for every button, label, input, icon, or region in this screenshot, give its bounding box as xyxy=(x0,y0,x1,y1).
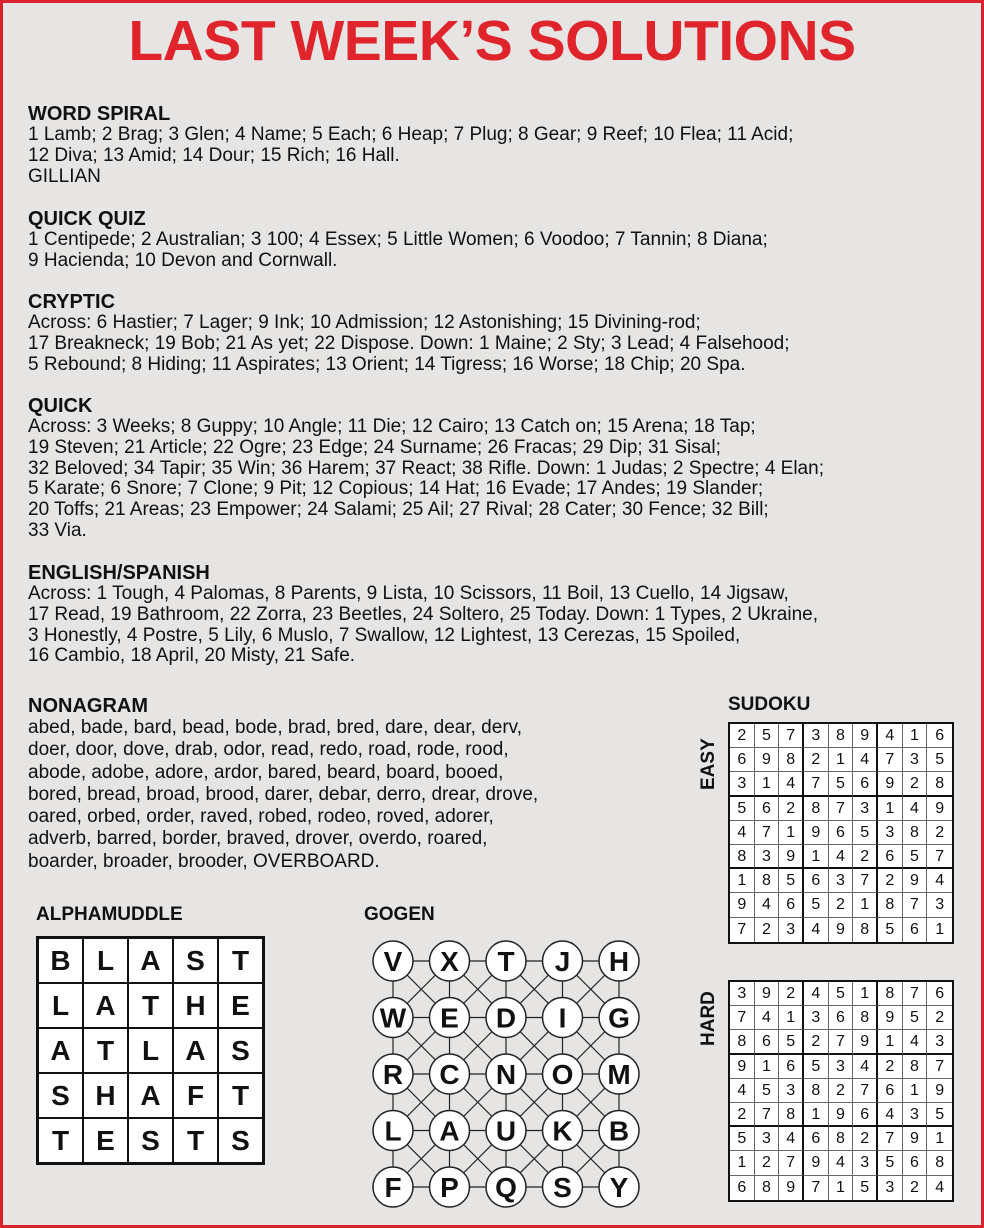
sudoku-cell: 3 xyxy=(903,1103,928,1127)
sudoku-cell: 3 xyxy=(755,845,780,869)
sudoku-cell: 2 xyxy=(878,869,903,893)
alphamuddle-cell: L xyxy=(38,983,83,1028)
sudoku-cell: 8 xyxy=(878,893,903,917)
alphamuddle-cell: S xyxy=(128,1118,173,1163)
sudoku-cell: 7 xyxy=(779,724,804,748)
sudoku-cell: 2 xyxy=(755,1151,780,1175)
sudoku-cell: 8 xyxy=(804,797,829,821)
gogen-letter: N xyxy=(495,1059,517,1090)
section-heading: QUICK QUIZ xyxy=(28,208,146,230)
sudoku-cell: 1 xyxy=(755,772,780,796)
sudoku-cell: 9 xyxy=(853,724,878,748)
gogen-letter: X xyxy=(440,946,459,977)
sudoku-cell: 8 xyxy=(755,869,780,893)
sudoku-cell: 8 xyxy=(755,1176,780,1200)
sudoku-cell: 8 xyxy=(853,1006,878,1030)
sudoku-cell: 7 xyxy=(903,982,928,1006)
gogen-letter: T xyxy=(497,946,515,977)
sudoku-cell: 3 xyxy=(853,797,878,821)
gogen-letter: S xyxy=(553,1172,572,1203)
sudoku-cell: 7 xyxy=(829,1030,854,1054)
section-heading: NONAGRAM xyxy=(28,695,148,717)
alphamuddle-cell: T xyxy=(128,983,173,1028)
sudoku-cell: 6 xyxy=(927,982,952,1006)
sudoku-cell: 6 xyxy=(755,1030,780,1054)
sudoku-cell: 4 xyxy=(779,1127,804,1151)
gogen-letter: J xyxy=(554,946,571,977)
section-body: Across: 6 Hastier; 7 Lager; 9 Ink; 10 Admission; 12 Astonishing; 15 Divining-rod; 17 Breakneck; 19 Bob; 21 As yet; 22 Dispose. Down: 1 Maine; 2 Sty; 3 Lead; 4 Falsehood; 5 Rebound; 8 Hiding; 11 Aspirates; 13 Orient; 14 Tigress; 16 Worse; 18 Chip; 20 Spa. xyxy=(28,312,790,375)
sudoku-cell: 1 xyxy=(903,1079,928,1103)
sudoku-cell: 6 xyxy=(804,869,829,893)
alphamuddle-cell: T xyxy=(83,1028,128,1073)
sudoku-cell: 5 xyxy=(829,772,854,796)
sudoku-cell: 3 xyxy=(878,821,903,845)
sudoku-cell: 7 xyxy=(903,893,928,917)
sudoku-cell: 8 xyxy=(730,845,755,869)
sudoku-cell: 9 xyxy=(927,797,952,821)
sudoku-cell: 6 xyxy=(878,845,903,869)
gogen-letter: A xyxy=(439,1115,460,1147)
sudoku-cell: 3 xyxy=(927,1030,952,1054)
gogen-letter: L xyxy=(384,1115,402,1147)
sudoku-hard-grid xyxy=(728,980,954,1202)
section-body: 1 Lamb; 2 Brag; 3 Glen; 4 Name; 5 Each; 6 Heap; 7 Plug; 8 Gear; 9 Reef; 10 Flea; 11 Acid; 12 Diva; 13 Amid; 14 Dour; 15 Rich; 16 Hall. GILLIAN xyxy=(28,124,794,187)
alphamuddle-cell: A xyxy=(83,983,128,1028)
sudoku-cell: 4 xyxy=(903,1030,928,1054)
sudoku-cell: 1 xyxy=(903,724,928,748)
sudoku-cell: 3 xyxy=(779,918,804,942)
sudoku-cell: 4 xyxy=(903,797,928,821)
sudoku-cell: 3 xyxy=(927,893,952,917)
section-heading: ENGLISH/SPANISH xyxy=(28,562,210,584)
sudoku-cell: 7 xyxy=(730,1006,755,1030)
sudoku-cell: 1 xyxy=(878,1030,903,1054)
sudoku-cell: 5 xyxy=(878,1151,903,1175)
sudoku-cell: 4 xyxy=(730,1079,755,1103)
sudoku-cell: 2 xyxy=(804,1030,829,1054)
sudoku-cell: 1 xyxy=(779,1006,804,1030)
sudoku-cell: 6 xyxy=(903,1151,928,1175)
sudoku-cell: 1 xyxy=(853,893,878,917)
sudoku-cell: 5 xyxy=(903,845,928,869)
sudoku-cell: 3 xyxy=(903,748,928,772)
sudoku-cell: 3 xyxy=(779,1079,804,1103)
sudoku-cell: 7 xyxy=(730,918,755,942)
alphamuddle-cell: A xyxy=(38,1028,83,1073)
sudoku-cell: 6 xyxy=(730,1176,755,1200)
sudoku-cell: 5 xyxy=(779,1030,804,1054)
sudoku-cell: 5 xyxy=(804,893,829,917)
sudoku-cell: 5 xyxy=(804,1055,829,1079)
word-spiral-section xyxy=(28,104,968,187)
sudoku-cell: 2 xyxy=(730,724,755,748)
sudoku-cell: 2 xyxy=(903,772,928,796)
sudoku-cell: 5 xyxy=(730,1127,755,1151)
sudoku-cell: 5 xyxy=(779,869,804,893)
sudoku-cell: 1 xyxy=(755,1055,780,1079)
alphamuddle-cell: E xyxy=(83,1118,128,1163)
sudoku-cell: 2 xyxy=(779,797,804,821)
sudoku-cell: 6 xyxy=(755,797,780,821)
sudoku-cell: 6 xyxy=(829,1006,854,1030)
sudoku-cell: 8 xyxy=(730,1030,755,1054)
sudoku-cell: 2 xyxy=(927,1006,952,1030)
sudoku-cell: 9 xyxy=(829,1103,854,1127)
sudoku-cell: 1 xyxy=(878,797,903,821)
alphamuddle-cell: T xyxy=(218,938,263,983)
sudoku-cell: 8 xyxy=(927,1151,952,1175)
sudoku-cell: 2 xyxy=(878,1055,903,1079)
sudoku-cell: 9 xyxy=(779,1176,804,1200)
alphamuddle-cell: F xyxy=(173,1073,218,1118)
alphamuddle-cell: T xyxy=(173,1118,218,1163)
sudoku-cell: 1 xyxy=(804,845,829,869)
sudoku-cell: 4 xyxy=(829,1151,854,1175)
sudoku-cell: 5 xyxy=(829,982,854,1006)
gogen-letter: R xyxy=(382,1059,404,1090)
alphamuddle-cell: H xyxy=(83,1073,128,1118)
sudoku-cell: 2 xyxy=(927,821,952,845)
sudoku-cell: 6 xyxy=(779,893,804,917)
sudoku-cell: 9 xyxy=(730,893,755,917)
sudoku-cell: 5 xyxy=(755,1079,780,1103)
sudoku-cell: 2 xyxy=(829,893,854,917)
sudoku-cell: 8 xyxy=(903,821,928,845)
gogen-letter: H xyxy=(608,946,630,977)
gogen-heading: GOGEN xyxy=(364,904,435,925)
alphamuddle-cell: A xyxy=(128,1073,173,1118)
sudoku-cell: 7 xyxy=(804,772,829,796)
gogen-letter: D xyxy=(495,1002,517,1034)
sudoku-cell: 9 xyxy=(755,748,780,772)
alphamuddle-cell: S xyxy=(38,1073,83,1118)
sudoku-cell: 4 xyxy=(804,982,829,1006)
sudoku-cell: 3 xyxy=(730,772,755,796)
gogen-letter: V xyxy=(383,946,403,977)
sudoku-cell: 3 xyxy=(755,1127,780,1151)
sudoku-cell: 9 xyxy=(903,869,928,893)
gogen-letter: G xyxy=(608,1002,630,1034)
sudoku-cell: 5 xyxy=(853,1176,878,1200)
sudoku-cell: 3 xyxy=(829,1055,854,1079)
sudoku-cell: 3 xyxy=(804,1006,829,1030)
sudoku-cell: 1 xyxy=(804,1103,829,1127)
gogen-letter: P xyxy=(440,1172,459,1203)
sudoku-cell: 9 xyxy=(878,772,903,796)
section-body: Across: 3 Weeks; 8 Guppy; 10 Angle; 11 Die; 12 Cairo; 13 Catch on; 15 Arena; 18 Tap; 19 Steven; 21 Article; 22 Ogre; 23 Edge; 24 Surname; 26 Fracas; 29 Dip; 31 Sisal; 32 Beloved; 34 Tapir; 35 Win; 36 Harem; 37 React; 38 Rifle. Down: 1 Judas; 2 Spectre; 4 Elan; 5 Karate; 6 Snore; 7 Clone; 9 Pit; 12 Copious; 14 Hat; 16 Evade; 17 Andes; 19 Slander; 20 Toffs; 21 Areas; 23 Empower; 24 Salami; 25 Ail; 27 Rival; 28 Cater; 30 Fence; 32 Bill; 33 Via. xyxy=(28,416,824,541)
sudoku-cell: 8 xyxy=(804,1079,829,1103)
sudoku-cell: 7 xyxy=(779,1151,804,1175)
sudoku-cell: 8 xyxy=(779,1103,804,1127)
sudoku-cell: 6 xyxy=(878,1079,903,1103)
alphamuddle-cell: S xyxy=(173,938,218,983)
sudoku-heading: SUDOKU xyxy=(728,694,811,715)
alphamuddle-cell: L xyxy=(128,1028,173,1073)
sudoku-cell: 5 xyxy=(730,797,755,821)
section-heading: CRYPTIC xyxy=(28,291,116,313)
alphamuddle-cell: B xyxy=(38,938,83,983)
sudoku-cell: 5 xyxy=(755,724,780,748)
sudoku-cell: 8 xyxy=(878,982,903,1006)
sudoku-cell: 4 xyxy=(878,1103,903,1127)
sudoku-cell: 7 xyxy=(804,1176,829,1200)
quick-quiz-section xyxy=(28,209,968,272)
sudoku-cell: 1 xyxy=(935,920,945,938)
sudoku-cell: 4 xyxy=(755,893,780,917)
sudoku-cell: 4 xyxy=(730,821,755,845)
sudoku-cell: 2 xyxy=(853,845,878,869)
gogen-letter: O xyxy=(551,1059,574,1090)
section-heading: QUICK xyxy=(28,395,93,417)
sudoku-cell: 4 xyxy=(804,918,829,942)
sudoku-cell: 7 xyxy=(878,1127,903,1151)
english-spanish-section xyxy=(28,563,968,667)
sudoku-cell: 5 xyxy=(927,1103,952,1127)
sudoku-cell: 2 xyxy=(903,1176,928,1200)
sudoku-cell: 1 xyxy=(730,1151,755,1175)
sudoku-cell: 6 xyxy=(927,724,952,748)
cryptic-section xyxy=(28,292,968,375)
sudoku-cell: 4 xyxy=(755,1006,780,1030)
gogen-letter: C xyxy=(439,1059,460,1090)
sudoku-cell: 2 xyxy=(779,982,804,1006)
gogen-letter: K xyxy=(552,1115,573,1147)
sudoku-cell: 2 xyxy=(755,918,780,942)
sudoku-cell: 7 xyxy=(878,748,903,772)
sudoku-cell: 4 xyxy=(935,1178,945,1196)
sudoku-cell: 4 xyxy=(853,1055,878,1079)
sudoku-cell: 9 xyxy=(804,821,829,845)
sudoku-cell: 8 xyxy=(829,1127,854,1151)
sudoku-cell: 8 xyxy=(779,748,804,772)
sudoku-cell: 3 xyxy=(804,724,829,748)
sudoku-easy-label: EASY xyxy=(698,738,719,790)
sudoku-cell: 8 xyxy=(903,1055,928,1079)
sudoku-cell: 7 xyxy=(927,1055,952,1079)
sudoku-cell: 4 xyxy=(779,772,804,796)
sudoku-cell: 5 xyxy=(853,821,878,845)
sudoku-cell: 7 xyxy=(755,821,780,845)
quick-section xyxy=(28,396,968,542)
gogen-letter: M xyxy=(607,1059,631,1090)
sudoku-cell: 6 xyxy=(903,918,928,942)
section-body: Across: 1 Tough, 4 Palomas, 8 Parents, 9 Lista, 10 Scissors, 11 Boil, 13 Cuello, 14 Jigsaw, 17 Read, 19 Bathroom, 22 Zorra, 23 Beetles, 24 Soltero, 25 Today. Down: 1 Types, 2 Ukraine, 3 Honestly, 4 Postre, 5 Lily, 6 Muslo, 7 Swallow, 12 Lightest, 13 Cerezas, 15 Spoiled, 16 Cambio, 18 April, 20 Misty, 21 Safe. xyxy=(28,583,819,667)
sudoku-cell: 6 xyxy=(829,821,854,845)
sudoku-cell: 1 xyxy=(829,1176,854,1200)
sudoku-cell: 9 xyxy=(779,845,804,869)
section-body: 1 Centipede; 2 Australian; 3 100; 4 Essex; 5 Little Women; 6 Voodoo; 7 Tannin; 8 Diana; 9 Hacienda; 10 Devon and Cornwall. xyxy=(28,229,768,271)
sudoku-cell: 6 xyxy=(853,1103,878,1127)
gogen-letter: U xyxy=(495,1115,517,1147)
sudoku-cell: 2 xyxy=(730,1103,755,1127)
alphamuddle-cell: H xyxy=(173,983,218,1028)
alphamuddle-cell: S xyxy=(218,1028,263,1073)
sudoku-cell: 6 xyxy=(779,1055,804,1079)
sudoku-cell: 6 xyxy=(730,748,755,772)
sudoku-cell: 6 xyxy=(804,1127,829,1151)
sudoku-cell: 1 xyxy=(829,748,854,772)
sudoku-cell: 5 xyxy=(903,1006,928,1030)
sudoku-cell: 8 xyxy=(829,724,854,748)
sudoku-cell: 9 xyxy=(755,982,780,1006)
sudoku-cell: 9 xyxy=(853,1030,878,1054)
sudoku-cell: 6 xyxy=(853,772,878,796)
sudoku-cell: 8 xyxy=(853,918,878,942)
sudoku-cell: 9 xyxy=(804,1151,829,1175)
gogen-letter: I xyxy=(558,1002,567,1034)
sudoku-cell: 3 xyxy=(829,869,854,893)
sudoku-cell: 4 xyxy=(829,845,854,869)
sudoku-cell: 7 xyxy=(853,1079,878,1103)
gogen-letter: F xyxy=(384,1172,402,1203)
sudoku-cell: 1 xyxy=(927,1127,952,1151)
alphamuddle-cell: A xyxy=(173,1028,218,1073)
section-body: abed, bade, bard, bead, bode, brad, bred, dare, dear, derv, doer, door, dove, drab, odor, read, redo, road, rode, rood, abode, adobe, adore, ardor, bared, beard, board, booed, bored, bread, broad, brood, darer, debar, derro, drear, drove, oared, orbed, order, raved, robed, rodeo, roved, adorer, adverb, barred, border, braved, drover, overdo, roared, boarder, broader, brooder, OVERBOARD. xyxy=(28,717,539,872)
sudoku-cell: 1 xyxy=(779,821,804,845)
gogen-grid xyxy=(360,930,640,1220)
sudoku-cell: 9 xyxy=(903,1127,928,1151)
gogen-letter: W xyxy=(379,1002,407,1034)
sudoku-cell: 2 xyxy=(804,748,829,772)
sudoku-cell: 2 xyxy=(829,1079,854,1103)
section-heading: WORD SPIRAL xyxy=(28,103,171,125)
sudoku-cell: 2 xyxy=(853,1127,878,1151)
alphamuddle-cell: E xyxy=(218,983,263,1028)
alphamuddle-heading: ALPHAMUDDLE xyxy=(36,904,183,925)
alphamuddle-cell: T xyxy=(218,1073,263,1118)
sudoku-cell: 1 xyxy=(730,869,755,893)
sudoku-cell: 7 xyxy=(755,1103,780,1127)
sudoku-cell: 3 xyxy=(878,1176,903,1200)
sudoku-hard-label: HARD xyxy=(698,991,719,1046)
alphamuddle-cell: L xyxy=(83,938,128,983)
sudoku-cell: 9 xyxy=(878,1006,903,1030)
sudoku-easy-grid xyxy=(728,722,954,944)
sudoku-cell: 4 xyxy=(853,748,878,772)
sudoku-cell: 5 xyxy=(878,918,903,942)
nonagram-section xyxy=(28,696,668,873)
sudoku-cell: 1 xyxy=(853,982,878,1006)
sudoku-cell: 3 xyxy=(730,982,755,1006)
alphamuddle-cell: S xyxy=(218,1118,263,1163)
gogen-letter: Q xyxy=(495,1172,517,1203)
gogen-letter: E xyxy=(440,1002,459,1034)
alphamuddle-cell: A xyxy=(128,938,173,983)
sudoku-cell: 9 xyxy=(730,1055,755,1079)
sudoku-cell: 7 xyxy=(853,869,878,893)
page-title: LAST WEEK’S SOLUTIONS xyxy=(128,9,856,73)
alphamuddle-grid xyxy=(36,936,265,1165)
sudoku-cell: 7 xyxy=(927,845,952,869)
gogen-letter: Y xyxy=(609,1172,629,1203)
sudoku-cell: 7 xyxy=(829,797,854,821)
sudoku-cell: 8 xyxy=(927,772,952,796)
sudoku-cell: 4 xyxy=(927,869,952,893)
sudoku-cell: 5 xyxy=(927,748,952,772)
sudoku-cell: 9 xyxy=(829,918,854,942)
sudoku-cell: 4 xyxy=(878,724,903,748)
sudoku-cell: 9 xyxy=(927,1079,952,1103)
gogen-letter: B xyxy=(608,1115,630,1147)
alphamuddle-cell: T xyxy=(38,1118,83,1163)
sudoku-cell: 3 xyxy=(853,1151,878,1175)
